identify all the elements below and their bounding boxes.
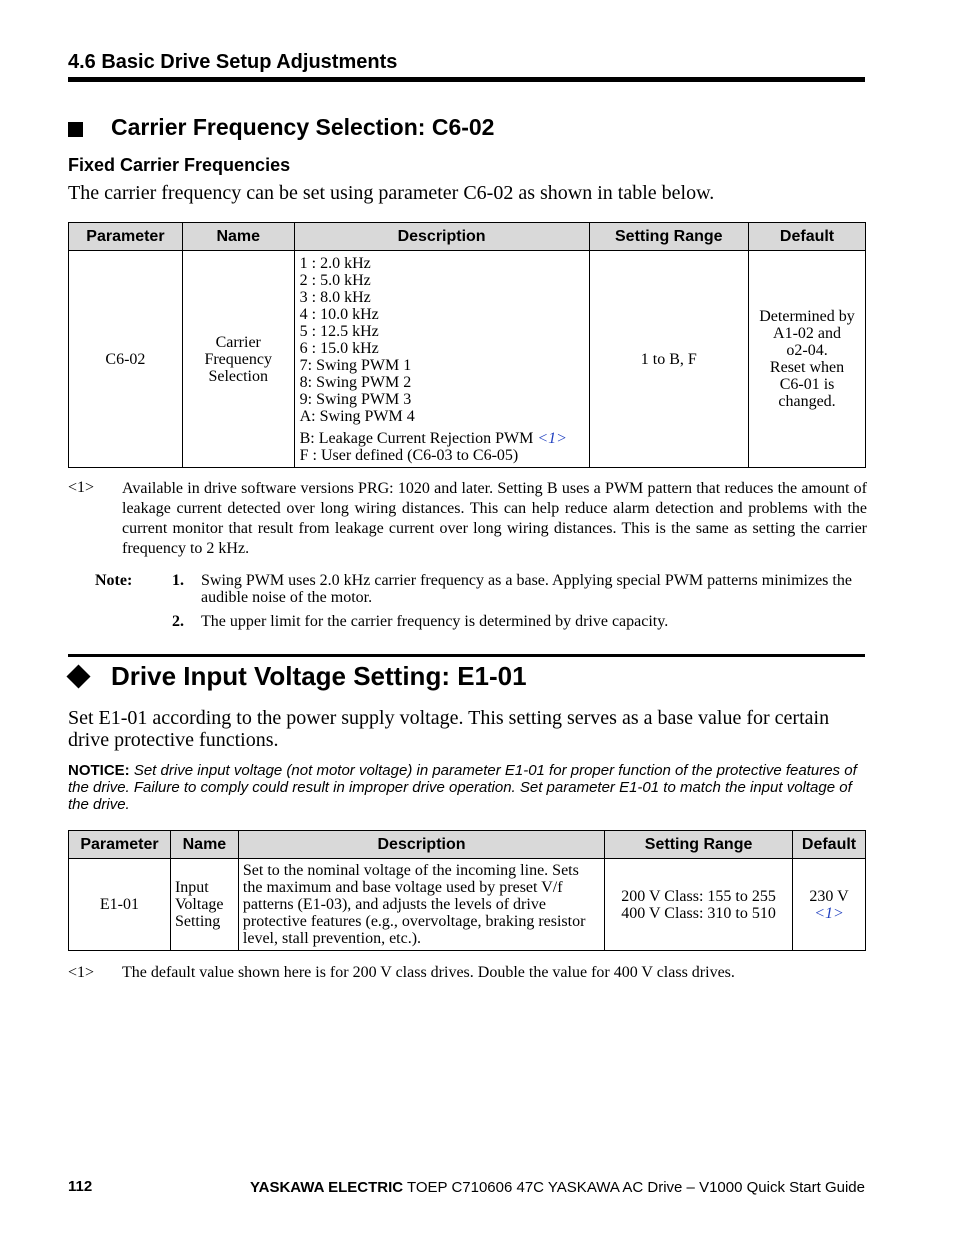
setting-range-cell: 1 to B, F [589,251,749,468]
voltage-parameter-table [68,830,866,951]
default-line: Reset when [769,359,845,376]
carrier-parameter-table [68,222,866,468]
description-cell: Set to the nominal voltage of the incoming line. Sets the maximum and base voltage used by preset V/f patterns (E1-03), and adjusts the levels of drive protective features (e.g., overvoltage, braking resistor level, stall prevention, etc.). [238,859,604,951]
header-cell: Parameter [69,223,183,251]
name-line: Setting [174,913,221,930]
name-line: Input [174,879,209,896]
footer-doc: TOEP C710606 47C YASKAWA AC Drive – V1000 Quick Start Guide [403,1179,865,1196]
description-line: 9: Swing PWM 3 [299,391,412,408]
table-row [69,859,866,951]
setting-range-cell [605,859,793,951]
default-line: Determined by [759,308,855,325]
footnote-text: Available in drive software versions PRG: 1020 and later. Setting B uses a PWM pattern that reduces the amount of leakage current detected over long wiring distances. This can help reduce alarm detection and problems with the current monitor that result from leakage current over long wiring distances. This is the same as setting the carrier frequency to 2 kHz. [122,480,867,557]
description-line: 6 : 15.0 kHz [299,340,379,357]
footer-company: YASKAWA ELECTRIC [250,1179,404,1196]
name-cell [170,859,238,951]
diamond-bullet-icon [66,664,90,688]
description-line: 4 : 10.0 kHz [299,306,379,323]
name-line: Selection [208,367,268,385]
carrier-intro: The carrier frequency can be set using parameter C6-02 as shown in table below. [68,182,715,204]
description-cell [294,251,589,468]
table-row [69,251,866,468]
table-header-row [69,831,866,859]
header-cell: Default [749,223,866,251]
header-cell: Name [182,223,294,251]
note-text: The upper limit for the carrier frequency is determined by drive capacity. [201,613,669,630]
section-header: 4.6 Basic Drive Setup Adjustments [68,51,398,73]
description-line [300,430,585,447]
name-cell [182,251,294,468]
notice-text: Set drive input voltage (not motor voltage) in parameter E1-01 for proper function of the protective features of the drive. Failure to comply could result in improper drive operation. Set parameter E1-01 to match the input voltage of the drive. [68,762,857,813]
notice-paragraph [68,762,868,813]
description-line: A: Swing PWM 4 [299,408,415,425]
default-line: A1-02 and [773,325,842,342]
voltage-section-title: Drive Input Voltage Setting: E1-01 [111,661,527,691]
notice-label: NOTICE: [68,762,130,779]
description-line: 7: Swing PWM 1 [299,357,412,374]
description-line: 2 : 5.0 kHz [299,272,371,289]
default-value: 230 V [809,887,849,905]
square-bullet-icon [68,122,83,137]
header-cell: Description [294,223,589,251]
parameter-cell: E1-01 [69,859,171,951]
note-label: Note: [95,572,133,589]
description-line: 5 : 12.5 kHz [299,323,379,340]
note-number: 1. [172,572,184,589]
range-line: 400 V Class: 310 to 510 [621,904,776,922]
description-text: B: Leakage Current Rejection PWM [299,430,538,447]
parameter-cell: C6-02 [69,251,183,468]
description-line: F : User defined (C6-03 to C6-05) [299,447,519,464]
description-line: 3 : 8.0 kHz [299,289,371,306]
carrier-section-title: Carrier Frequency Selection: C6-02 [111,114,495,140]
footnote-mark: <1> [68,964,95,981]
default-line: changed. [778,393,836,410]
table-header-row [69,223,866,251]
note-text: Swing PWM uses 2.0 kHz carrier frequency as a base. Applying special PWM patterns minimizes the audible noise of the motor. [201,572,852,606]
name-line: Carrier [215,333,261,351]
footnote-ref-link[interactable]: <1> [814,904,844,922]
range-line: 200 V Class: 155 to 255 [621,887,776,905]
description-line: 1 : 2.0 kHz [299,255,371,272]
header-cell: Setting Range [605,831,793,859]
description-line: 8: Swing PWM 2 [299,374,412,391]
note-number: 2. [172,613,184,630]
header-cell: Description [238,831,604,859]
header-rule [68,77,865,82]
default-line: C6-01 is [779,376,835,393]
header-cell: Parameter [69,831,171,859]
header-cell: Name [170,831,238,859]
footnote-text: The default value shown here is for 200 V class drives. Double the value for 400 V class drives. [122,964,735,981]
name-line: Voltage [174,896,224,913]
header-cell: Setting Range [589,223,749,251]
header-cell: Default [793,831,866,859]
section-rule [68,654,865,657]
carrier-subtitle: Fixed Carrier Frequencies [68,155,291,175]
default-cell [749,251,866,468]
voltage-intro: Set E1-01 according to the power supply voltage. This setting serves as a base value for certain drive protective functions. [68,707,830,751]
page-number: 112 [68,1178,93,1195]
default-line: o2-04. [786,342,828,359]
footer-text [250,1179,865,1196]
name-line: Frequency [204,350,272,368]
default-cell [793,859,866,951]
footnote-ref-link[interactable]: <1> [537,430,567,447]
footnote-mark: <1> [68,479,95,496]
